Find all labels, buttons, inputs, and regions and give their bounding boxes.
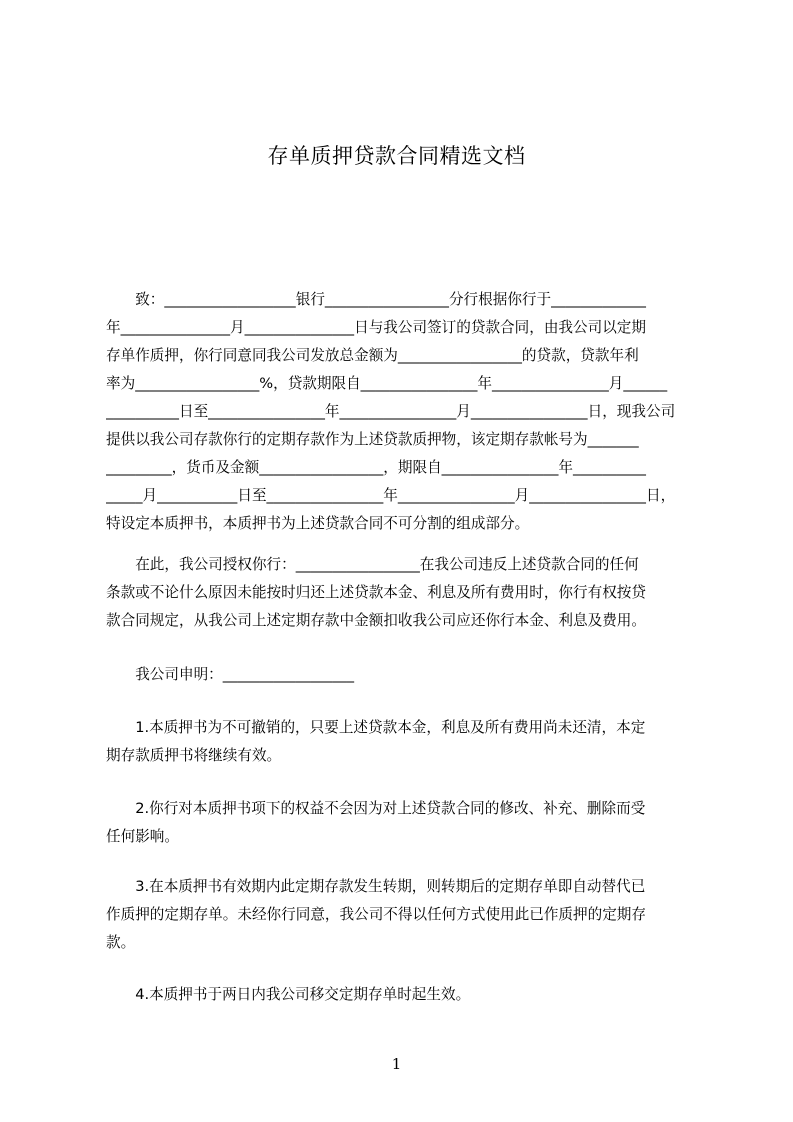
paragraph-authorization xyxy=(106,551,700,635)
clause-1 xyxy=(106,714,700,770)
paragraph-line: 4.本质押书于两日内我公司移交定期存单时起生效。 xyxy=(106,986,471,1003)
paragraph-line: 3.在本质押书有效期内此定期存款发生转期，则转期后的定期存单即自动替代已 xyxy=(106,878,646,895)
paragraph-line: _________，货币及金额_________________，期限自________________年__________ xyxy=(106,459,646,476)
paragraph-line: __________日至________________年________________月________________日，现我公司 xyxy=(106,403,676,420)
paragraph-line: 存单作质押，你行同意同我公司发放总金额为_________________的贷款，贷款年利 xyxy=(106,347,639,364)
clause-2 xyxy=(106,795,700,851)
paragraph-line: 期存款质押书将继续有效。 xyxy=(106,747,282,764)
paragraph-line: 1.本质押书为不可撤销的，只要上述贷款本金，利息及所有费用尚未还清，本定 xyxy=(106,719,646,736)
paragraph-line: 我公司申明：__________________ xyxy=(106,666,355,683)
paragraph-line: 率为_________________%，贷款期限自________________年________________月______ xyxy=(106,375,668,392)
clause-3 xyxy=(106,873,700,957)
paragraph-line: 条款或不论什么原因未能按时归还上述贷款本金、利息及所有费用时，你行有权按贷 xyxy=(106,584,646,601)
paragraph-line: 提供以我公司存款你行的定期存款作为上述贷款质押物，该定期存款帐号为_______ xyxy=(106,431,639,448)
paragraph-line: 在此，我公司授权你行：_________________在我公司违反上述贷款合同的任何 xyxy=(106,556,639,573)
page-number: 1 xyxy=(391,1055,402,1073)
document-title: 存单质押贷款合同精选文档 xyxy=(267,144,526,168)
paragraph-line: 致：__________________银行_________________分行根据你行于_____________ xyxy=(106,291,646,308)
paragraph-line: 年_______________月_______________日与我公司签订的贷款合同，由我公司以定期 xyxy=(106,319,646,336)
paragraph-line: 2.你行对本质押书项下的权益不会因为对上述贷款合同的修改、补充、删除而受 xyxy=(106,800,646,817)
paragraph-line: 任何影响。 xyxy=(106,828,179,845)
paragraph-line: 作质押的定期存单。未经你行同意，我公司不得以任何方式使用此已作质押的定期存 xyxy=(106,906,646,923)
paragraph-line: 款。 xyxy=(106,934,136,951)
paragraph-line: _____月___________日至________________年________________月________________日， xyxy=(106,487,676,504)
clause-4 xyxy=(106,981,700,1009)
paragraph-declaration xyxy=(106,661,700,689)
paragraph-pledge-statement xyxy=(106,286,700,538)
paragraph-line: 款合同规定，从我公司上述定期存款中金额扣收我公司应还你行本金、利息及费用。 xyxy=(106,612,646,629)
paragraph-line: 特设定本质押书，本质押书为上述贷款合同不可分割的组成部分。 xyxy=(106,515,530,532)
